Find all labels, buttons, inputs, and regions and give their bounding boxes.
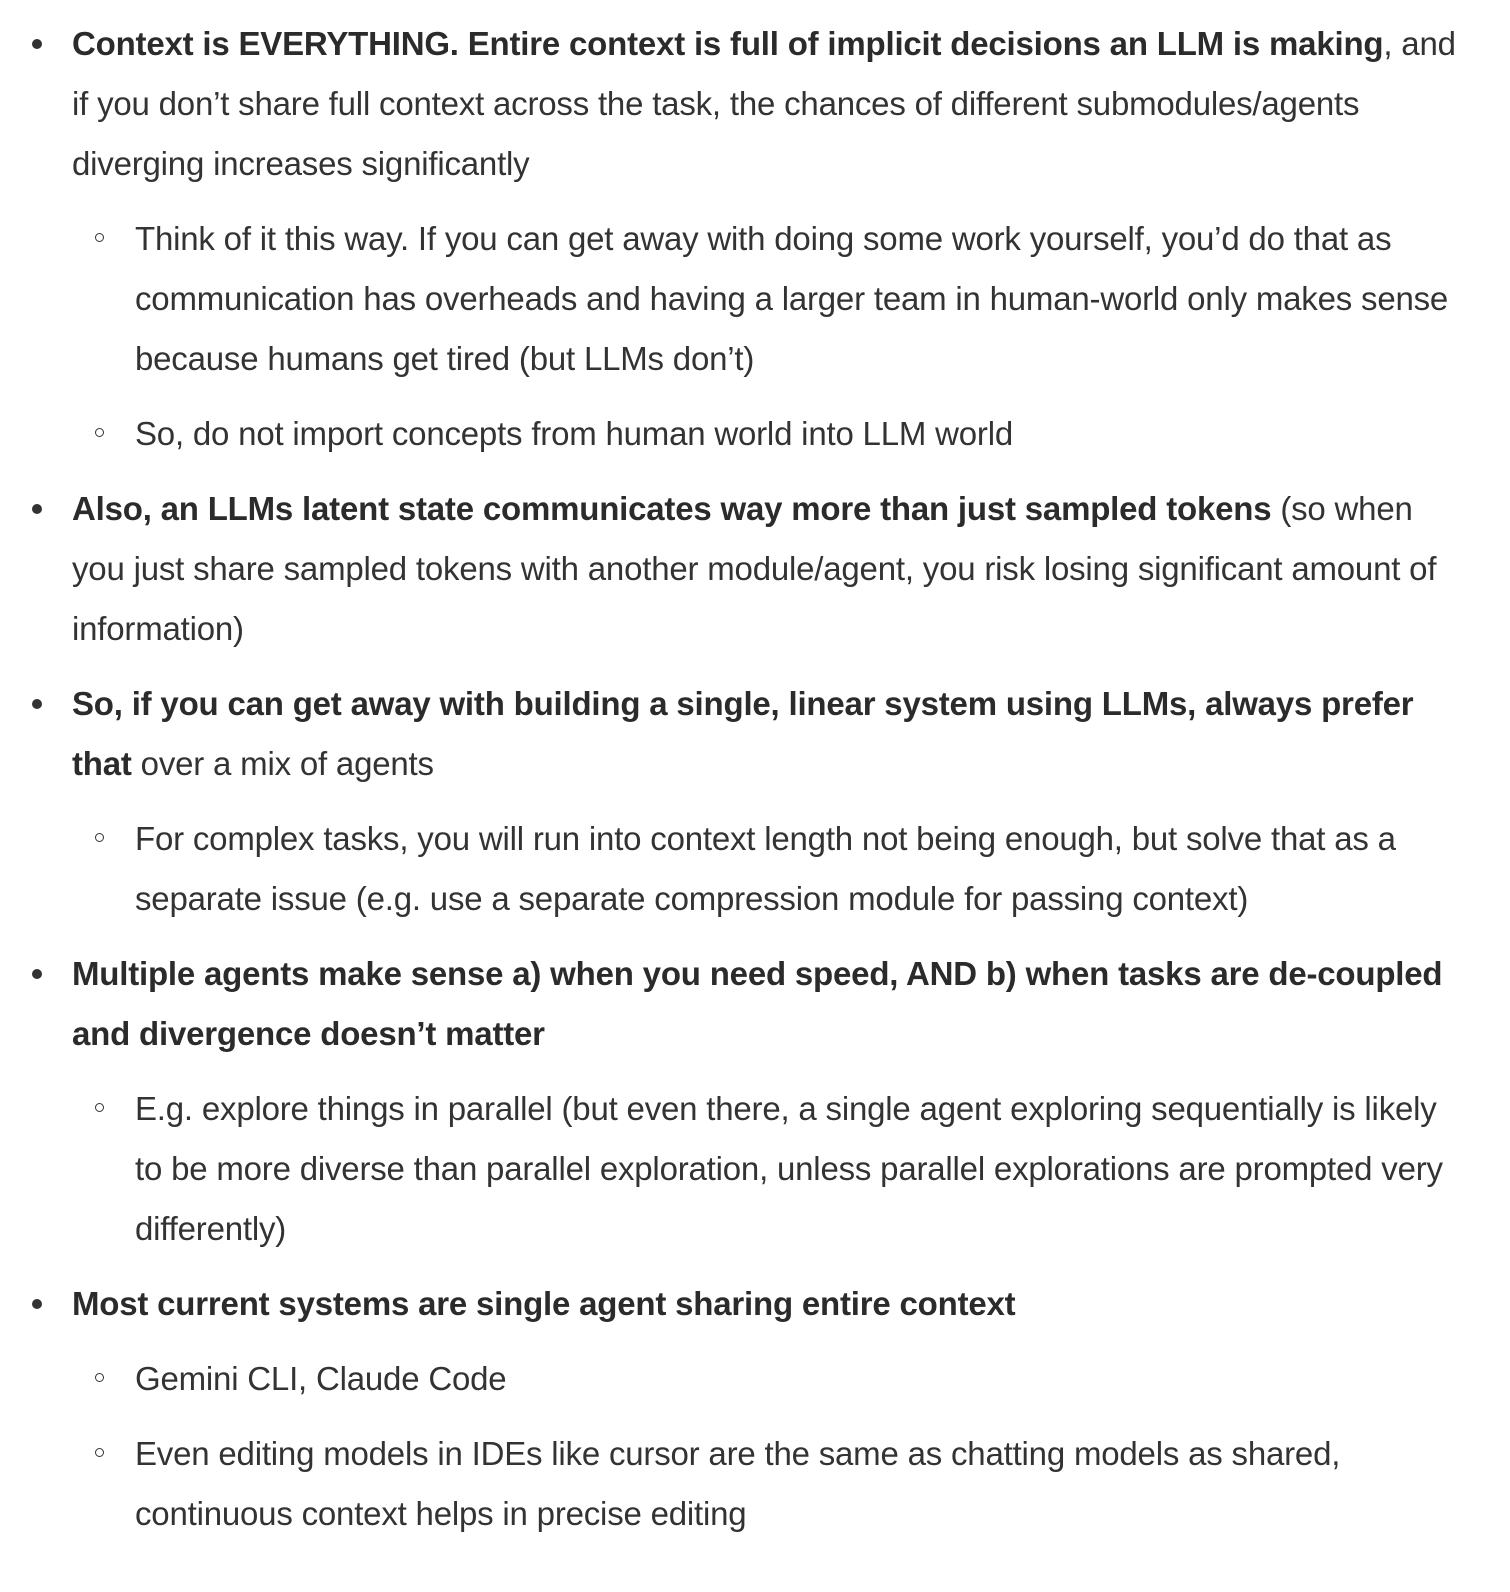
- sub-list-item: [135, 209, 1470, 389]
- bullet-circle-icon: [95, 428, 104, 437]
- sub-list-item: [135, 1424, 1470, 1544]
- list-item-bold-text: Most current systems are single agent sharing entire context: [72, 1285, 1016, 1322]
- list-item-normal-text: (so when you just share sampled tokens with another module/agent, you risk losing significant amount of information): [72, 490, 1437, 647]
- bullet-disc-icon: [32, 699, 42, 709]
- bullet-circle-icon: [95, 1373, 104, 1382]
- sub-list-item-text: Gemini CLI, Claude Code: [135, 1360, 507, 1397]
- sub-list-item-text: Even editing models in IDEs like cursor are the same as chatting models as shared, continuous context helps in precise editing: [135, 1435, 1341, 1532]
- bullet-circle-icon: [95, 1448, 104, 1457]
- list-item: [72, 674, 1470, 929]
- list-item: [72, 479, 1470, 659]
- list-item: [72, 14, 1470, 464]
- bullet-circle-icon: [95, 1103, 104, 1112]
- sub-list-item: [135, 404, 1470, 464]
- list-item-bold-text: Also, an LLMs latent state communicates way more than just sampled tokens: [72, 490, 1272, 527]
- sub-list: [72, 1349, 1470, 1544]
- sub-list-item-text: For complex tasks, you will run into context length not being enough, but solve that as a separate issue (e.g. use a separate compression module for passing context): [135, 820, 1396, 917]
- sub-list-item: [135, 809, 1470, 929]
- bullet-disc-icon: [32, 39, 42, 49]
- bullet-circle-icon: [95, 833, 104, 842]
- bullet-circle-icon: [95, 233, 104, 242]
- list-item-text: [72, 1274, 1470, 1334]
- list-item-normal-text: , and if you don’t share full context across the task, the chances of different submodules/agents diverging increases significantly: [72, 25, 1456, 182]
- bullet-list: [0, 14, 1470, 1544]
- sub-list-item: [135, 1349, 1470, 1409]
- list-item-bold-text: Multiple agents make sense a) when you need speed, AND b) when tasks are de-coupled and divergence doesn’t matter: [72, 955, 1443, 1052]
- sub-list: [72, 209, 1470, 464]
- list-item-bold-text: Context is EVERYTHING. Entire context is full of implicit decisions an LLM is making: [72, 25, 1384, 62]
- sub-list-item: [135, 1079, 1470, 1259]
- sub-list-item-text: E.g. explore things in parallel (but even there, a single agent exploring sequentially is likely to be more diverse than parallel exploration, unless parallel explorations are prompted very differently): [135, 1090, 1443, 1247]
- sub-list: [72, 809, 1470, 929]
- list-item-normal-text: over a mix of agents: [131, 745, 434, 782]
- list-item: [72, 944, 1470, 1259]
- bullet-disc-icon: [32, 504, 42, 514]
- sub-list: [72, 1079, 1470, 1259]
- list-item: [72, 1274, 1470, 1544]
- list-item-text: [72, 14, 1470, 194]
- list-item-bold-text: So, if you can get away with building a single, linear system using LLMs, always prefer that: [72, 685, 1414, 782]
- sub-list-item-text: Think of it this way. If you can get away with doing some work yourself, you’d do that as communication has overheads and having a larger team in human-world only makes sense because humans get tired (but LLMs don’t): [135, 220, 1449, 377]
- list-item-text: [72, 674, 1470, 794]
- sub-list-item-text: So, do not import concepts from human world into LLM world: [135, 415, 1013, 452]
- bullet-disc-icon: [32, 1299, 42, 1309]
- list-item-text: [72, 479, 1470, 659]
- list-item-text: [72, 944, 1470, 1064]
- bullet-disc-icon: [32, 969, 42, 979]
